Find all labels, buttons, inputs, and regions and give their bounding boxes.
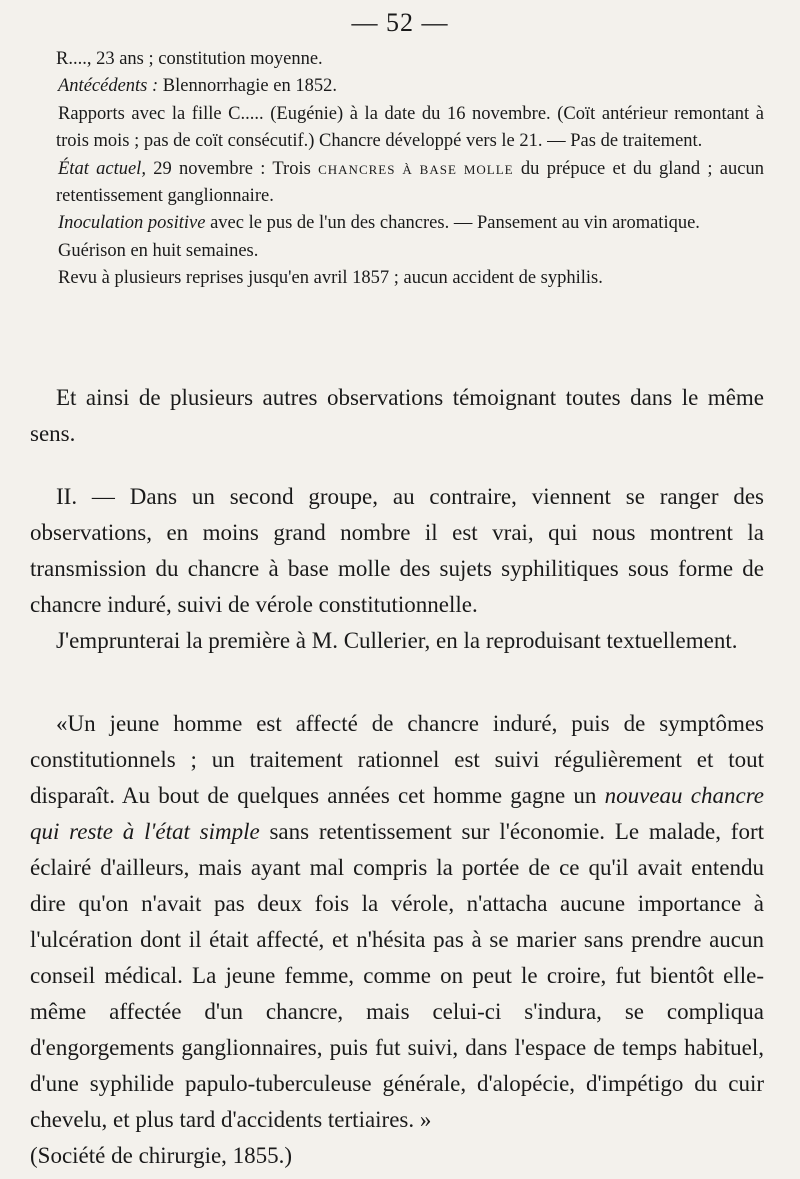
etat-text-2: du prépuce et du gland ; aucun retentissement ganglionnaire. <box>56 158 764 207</box>
paragraph-2-block <box>30 479 764 659</box>
inoculation-label: Inoculation positive <box>58 213 206 234</box>
antecedents-text: Blennorrhagie en 1852. <box>158 76 337 97</box>
observation-block <box>56 46 764 293</box>
quote-italic: nouveau chancre qui reste à l'état simple <box>30 783 765 844</box>
paragraph-1-block <box>30 380 764 452</box>
paragraph-1: Et ainsi de plusieurs autres observations témoignant toutes dans le même sens. <box>30 385 764 446</box>
quote-source: (Société de chirurgie, 1855.) <box>30 1143 293 1168</box>
paragraph-3: J'emprunterai la première à M. Cullerier, en la reproduisant textuellement. <box>56 628 738 653</box>
obs-inoculation <box>56 210 764 237</box>
antecedents-label: Antécédents : <box>58 76 159 97</box>
etat-label: État actuel, <box>58 158 146 179</box>
quotation <box>30 706 764 1138</box>
quotation-block <box>30 706 764 1174</box>
obs-guerison: Guérison en huit semaines. <box>58 240 259 261</box>
obs-etat-actuel <box>56 156 764 211</box>
obs-revu: Revu à plusieurs reprises jusqu'en avril 1857 ; aucun accident de syphilis. <box>58 268 603 289</box>
etat-text-1: 29 novembre : Trois <box>145 158 319 179</box>
page-number: — 52 — <box>351 8 449 37</box>
obs-patient-line: R...., 23 ans ; constitution moyenne. <box>56 49 323 69</box>
etat-smallcaps: CHANCRES À BASE MOLLE <box>318 161 514 177</box>
paragraph-2: II. — Dans un second groupe, au contraire, viennent se ranger des observations, en moins grand nombre il est vrai, qui nous montrent la transmission du chancre à base molle des sujets syphilitiques sous forme de chancre induré, suivi de vérole constitutionnelle. <box>30 484 764 617</box>
quote-part-2: sans retentissement sur l'économie. Le malade, fort éclairé d'ailleurs, mais ayant mal compris la portée de ce qu'il avait entendu dire qu'on n'avait pas deux fois la vérole, n'attacha aucune importance à l'ulcération dont il était affecté, et n'hésita pas à se marier sans prendre aucun conseil médical. La jeune femme, comme on peut le croire, fut bientôt elle-même affectée d'un chancre, mais celui-ci s'indura, se compliqua d'engorgements ganglionnaires, puis fut suivi, dans l'espace de temps habituel, d'une syphilide papulo-tuberculeuse générale, d'alopécie, d'impétigo du cuir chevelu, et plus tard d'accidents tertiaires. » <box>30 819 764 1132</box>
obs-rapports: Rapports avec la fille C..... (Eugénie) à la date du 16 novembre. (Coït antérieur remontant à trois mois ; pas de coït consécutif.) Chancre développé vers le 21. — Pas de traitement. <box>56 103 764 152</box>
quote-part-1: «Un jeune homme est affecté de chancre induré, puis de symptômes constitutionnels ; un traitement rationnel est suivi régulièrement et tout disparaît. Au bout de quelques années cet homme gagne un <box>30 711 764 808</box>
obs-antecedents <box>56 73 764 100</box>
inoculation-text: avec le pus de l'un des chancres. — Pansement au vin aromatique. <box>205 213 700 234</box>
